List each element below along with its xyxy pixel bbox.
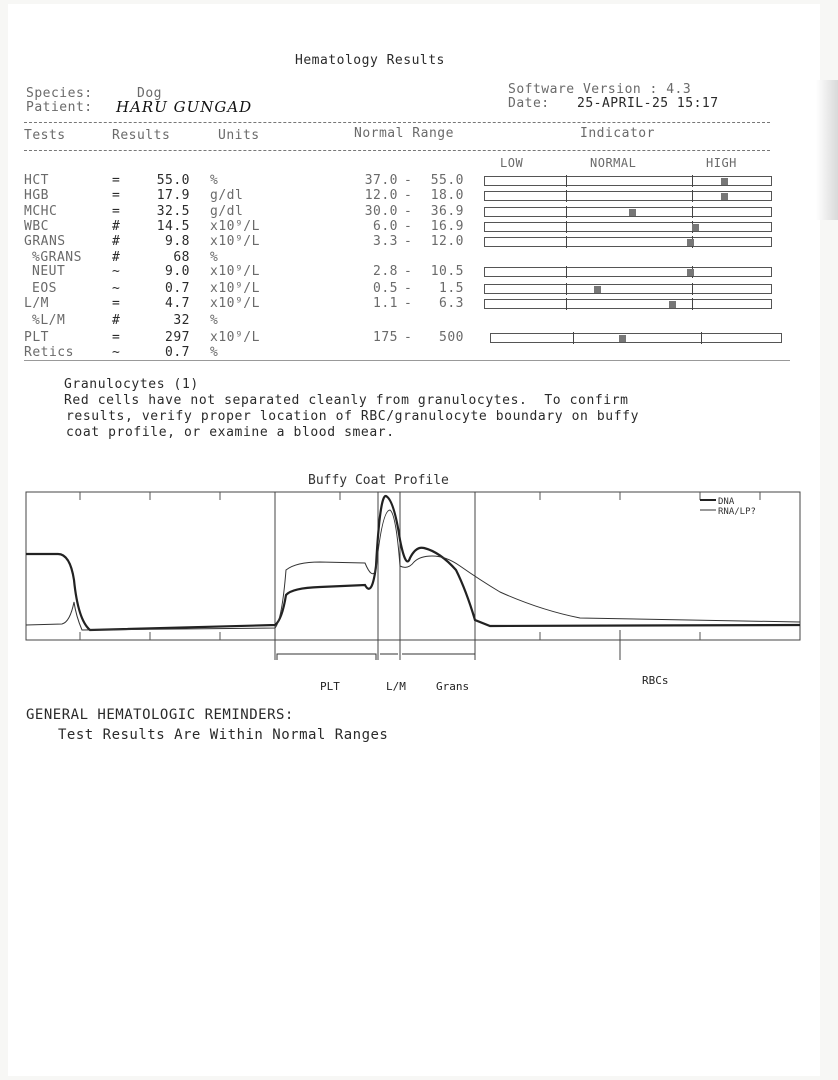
- indicator-bar: [484, 299, 772, 309]
- row-result: 9.0: [165, 264, 190, 279]
- row-result: 297: [165, 330, 190, 345]
- note-line: Red cells have not separated cleanly from granulocytes. To confirm: [64, 393, 629, 408]
- indicator-marker: [721, 193, 728, 200]
- indicator-tick: [566, 283, 567, 295]
- row-range-sep: -: [404, 330, 413, 345]
- indicator-bar: [484, 267, 772, 277]
- row-flag: =: [112, 173, 121, 188]
- row-flag: =: [112, 296, 121, 311]
- row-flag: #: [112, 219, 121, 234]
- indicator-marker: [669, 301, 676, 308]
- row-unit: %: [210, 173, 219, 188]
- row-unit: x10⁹/L: [210, 234, 260, 249]
- row-flag: #: [112, 313, 121, 328]
- row-unit: g/dl: [210, 204, 244, 219]
- region-rbcs: RBCs: [642, 674, 669, 687]
- row-range-high: 18.0: [430, 188, 464, 203]
- row-flag: =: [112, 330, 121, 345]
- scale-low: LOW: [500, 156, 524, 170]
- software-version: Software Version : 4.3: [508, 82, 692, 97]
- row-range-high: 36.9: [430, 204, 464, 219]
- row-result: 68: [173, 250, 190, 265]
- row-unit: %: [210, 345, 219, 360]
- row-range-sep: -: [404, 281, 413, 296]
- row-unit: x10⁹/L: [210, 296, 260, 311]
- region-dividers: [275, 492, 620, 660]
- patient-value: HARU GUNGAD: [116, 98, 253, 116]
- row-result: 9.8: [165, 234, 190, 249]
- buffy-coat-profile: [20, 470, 820, 700]
- row-test: EOS: [32, 281, 57, 296]
- indicator-bar: [484, 176, 772, 186]
- indicator-bar: [484, 284, 772, 294]
- col-indicator: Indicator: [580, 126, 655, 141]
- row-unit: x10⁹/L: [210, 219, 260, 234]
- row-test: Retics: [24, 345, 74, 360]
- report-title: Hematology Results: [295, 53, 445, 68]
- buffy-title: Buffy Coat Profile: [308, 473, 449, 488]
- row-flag: =: [112, 188, 121, 203]
- indicator-tick: [566, 206, 567, 218]
- region-brackets: [277, 654, 475, 660]
- note-line: coat profile, or examine a blood smear.: [66, 425, 395, 440]
- indicator-tick: [566, 175, 567, 187]
- row-test: %L/M: [32, 313, 66, 328]
- indicator-tick: [566, 266, 567, 278]
- row-range-high: 6.3: [439, 296, 464, 311]
- row-result: 0.7: [165, 281, 190, 296]
- indicator-marker: [687, 239, 694, 246]
- indicator-bar: [484, 237, 772, 247]
- paper-edge-shadow: [816, 80, 838, 220]
- row-range-high: 500: [439, 330, 464, 345]
- row-range-low: 175: [373, 330, 398, 345]
- row-range-high: 1.5: [439, 281, 464, 296]
- row-range-sep: -: [404, 296, 413, 311]
- buffy-coat-graph: [20, 470, 820, 700]
- indicator-tick: [692, 190, 693, 202]
- date-value: 25-APRIL-25 15:17: [577, 96, 719, 111]
- col-units: Units: [218, 128, 260, 143]
- table-end-rule: [24, 360, 790, 361]
- row-test: PLT: [24, 330, 49, 345]
- rna-curve: [26, 510, 800, 630]
- indicator-tick: [701, 332, 702, 344]
- region-lm: L/M: [386, 680, 406, 693]
- row-range-low: 1.1: [373, 296, 398, 311]
- indicator-tick: [566, 190, 567, 202]
- row-range-low: 3.3: [373, 234, 398, 249]
- region-plt: PLT: [320, 680, 340, 693]
- row-test: GRANS: [24, 234, 66, 249]
- indicator-marker: [594, 286, 601, 293]
- row-flag: #: [112, 234, 121, 249]
- row-range-sep: -: [404, 173, 413, 188]
- row-flag: #: [112, 250, 121, 265]
- legend-dna: DNA: [718, 497, 735, 507]
- row-test: WBC: [24, 219, 49, 234]
- row-result: 17.9: [156, 188, 190, 203]
- row-range-high: 10.5: [430, 264, 464, 279]
- indicator-tick: [692, 206, 693, 218]
- col-tests: Tests: [24, 128, 66, 143]
- row-range-sep: -: [404, 188, 413, 203]
- indicator-tick: [692, 283, 693, 295]
- date-label: Date:: [508, 96, 550, 111]
- row-test: L/M: [24, 296, 49, 311]
- row-range-sep: -: [404, 234, 413, 249]
- col-normal-range: Normal Range: [354, 126, 454, 141]
- row-range-sep: -: [404, 219, 413, 234]
- row-flag: ~: [112, 345, 121, 360]
- row-test: MCHC: [24, 204, 58, 219]
- row-result: 0.7: [165, 345, 190, 360]
- row-range-low: 6.0: [373, 219, 398, 234]
- indicator-tick: [566, 298, 567, 310]
- indicator-tick: [566, 236, 567, 248]
- row-result: 55.0: [156, 173, 190, 188]
- legend: [700, 497, 756, 517]
- indicator-marker: [619, 335, 626, 342]
- region-grans: Grans: [436, 680, 470, 693]
- reminders-heading: GENERAL HEMATOLOGIC REMINDERS:: [26, 707, 294, 723]
- indicator-tick: [692, 298, 693, 310]
- indicator-marker: [692, 224, 699, 231]
- row-unit: x10⁹/L: [210, 330, 260, 345]
- indicator-tick: [573, 332, 574, 344]
- row-result: 32: [173, 313, 190, 328]
- indicator-marker: [687, 269, 694, 276]
- scale-high: HIGH: [706, 156, 737, 170]
- bottom-ticks: [80, 632, 700, 640]
- row-test: %GRANS: [32, 250, 82, 265]
- row-flag: ~: [112, 281, 121, 296]
- row-range-low: 12.0: [364, 188, 398, 203]
- col-results: Results: [112, 128, 171, 143]
- row-range-low: 30.0: [364, 204, 398, 219]
- indicator-marker: [629, 209, 636, 216]
- row-range-low: 2.8: [373, 264, 398, 279]
- legend-rna: RNA/LP?: [718, 507, 756, 517]
- row-range-high: 12.0: [430, 234, 464, 249]
- indicator-bar: [484, 222, 772, 232]
- scale-normal: NORMAL: [590, 156, 637, 170]
- row-unit: %: [210, 313, 219, 328]
- patient-label: Patient:: [26, 100, 93, 115]
- top-ticks: [80, 492, 760, 500]
- row-unit: %: [210, 250, 219, 265]
- row-unit: x10⁹/L: [210, 264, 260, 279]
- indicator-tick: [692, 175, 693, 187]
- row-test: HGB: [24, 188, 49, 203]
- row-result: 14.5: [156, 219, 190, 234]
- indicator-bar: [484, 191, 772, 201]
- row-result: 32.5: [156, 204, 190, 219]
- indicator-tick: [566, 221, 567, 233]
- row-unit: g/dl: [210, 188, 244, 203]
- row-test: NEUT: [32, 264, 66, 279]
- row-range-low: 0.5: [373, 281, 398, 296]
- columns-rule: [24, 150, 770, 151]
- row-result: 4.7: [165, 296, 190, 311]
- header-rule: [24, 122, 770, 123]
- row-flag: ~: [112, 264, 121, 279]
- note-heading: Granulocytes (1): [64, 377, 199, 392]
- row-range-high: 55.0: [430, 173, 464, 188]
- plot-frame: [26, 492, 800, 640]
- row-range-high: 16.9: [430, 219, 464, 234]
- note-line: results, verify proper location of RBC/granulocyte boundary on buffy: [66, 409, 640, 424]
- reminders-text: Test Results Are Within Normal Ranges: [58, 727, 389, 743]
- row-range-sep: -: [404, 204, 413, 219]
- row-test: HCT: [24, 173, 49, 188]
- indicator-bar: [484, 207, 772, 217]
- row-unit: x10⁹/L: [210, 281, 260, 296]
- species-label: Species:: [26, 86, 93, 101]
- indicator-bar: [490, 333, 782, 343]
- row-flag: =: [112, 204, 121, 219]
- species-value: Dog: [137, 86, 162, 101]
- row-range-sep: -: [404, 264, 413, 279]
- row-range-low: 37.0: [364, 173, 398, 188]
- indicator-marker: [721, 178, 728, 185]
